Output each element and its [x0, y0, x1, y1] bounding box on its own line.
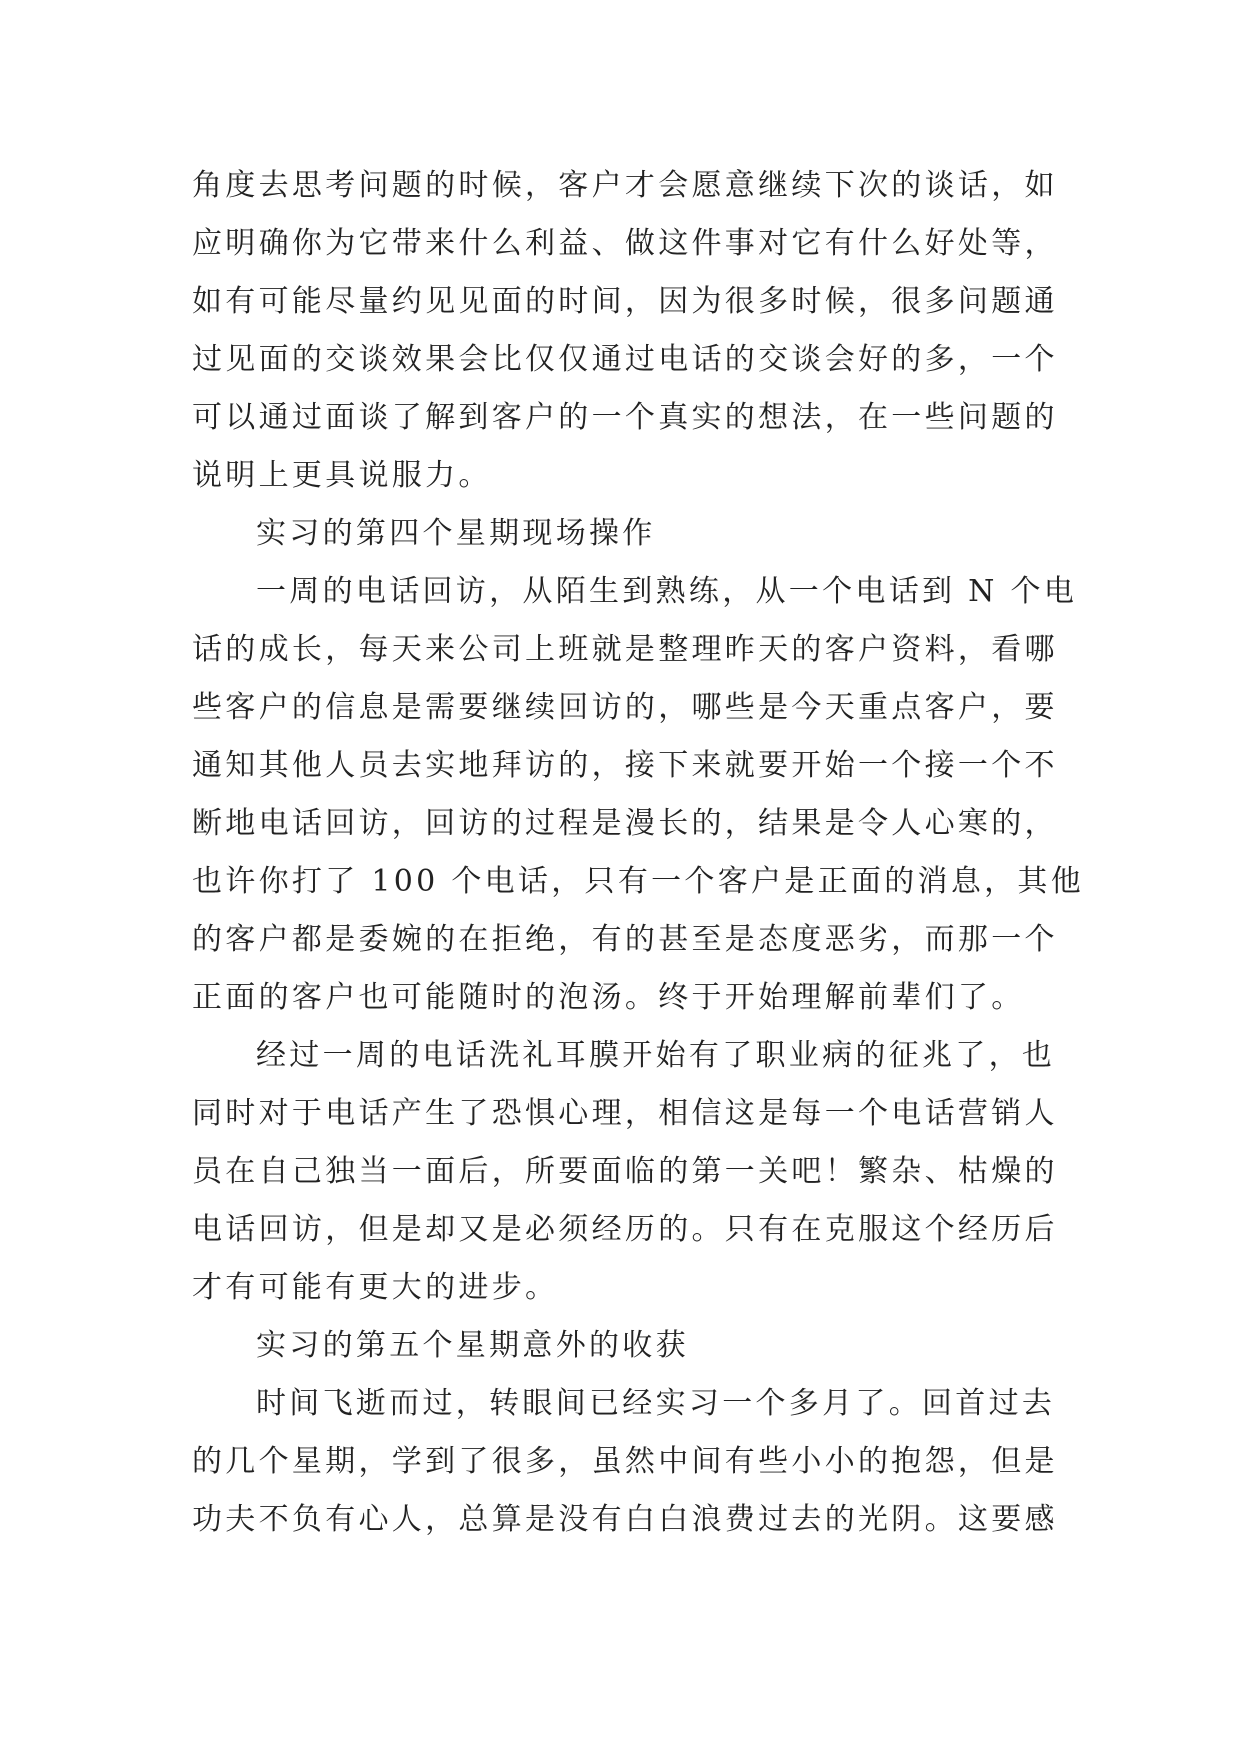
paragraph-line: 角度去思考问题的时候，客户才会愿意继续下次的谈话，如 [192, 168, 1058, 203]
paragraph-line: 些客户的信息是需要继续回访的，哪些是今天重点客户，要 [192, 690, 1058, 725]
section-heading: 实习的第五个星期意外的收获 [256, 1328, 689, 1363]
paragraph-line: 正面的客户也可能随时的泡汤。终于开始理解前辈们了。 [192, 980, 1025, 1015]
paragraph-line: 经过一周的电话洗礼耳膜开始有了职业病的征兆了，也 [256, 1038, 1056, 1073]
paragraph-line: 断地电话回访，回访的过程是漫长的，结果是令人心寒的， [192, 806, 1058, 841]
paragraph-line: 应明确你为它带来什么利益、做这件事对它有什么好处等， [192, 226, 1058, 261]
section-heading: 实习的第四个星期现场操作 [256, 516, 656, 551]
paragraph-line: 过见面的交谈效果会比仅仅通过电话的交谈会好的多，一个 [192, 342, 1058, 377]
paragraph-line: 同时对于电话产生了恐惧心理，相信这是每一个电话营销人 [192, 1096, 1058, 1131]
paragraph-line: 可以通过面谈了解到客户的一个真实的想法，在一些问题的 [192, 400, 1058, 435]
paragraph-line: 才有可能有更大的进步。 [192, 1270, 559, 1305]
paragraph-line: 员在自己独当一面后，所要面临的第一关吧！繁杂、枯燥的 [192, 1154, 1058, 1189]
paragraph-line: 功夫不负有心人，总算是没有白白浪费过去的光阴。这要感 [192, 1502, 1058, 1537]
paragraph-line: 也许你打了 100 个电话，只有一个客户是正面的消息，其他 [192, 864, 1085, 899]
paragraph-line: 的几个星期，学到了很多，虽然中间有些小小的抱怨，但是 [192, 1444, 1058, 1479]
paragraph-line: 通知其他人员去实地拜访的，接下来就要开始一个接一个不 [192, 748, 1058, 783]
paragraph-line: 一周的电话回访，从陌生到熟练，从一个电话到 N 个电 [256, 574, 1078, 609]
paragraph-line: 的客户都是委婉的在拒绝，有的甚至是态度恶劣，而那一个 [192, 922, 1058, 957]
paragraph-line: 如有可能尽量约见见面的时间，因为很多时候，很多问题通 [192, 284, 1058, 319]
paragraph-line: 时间飞逝而过，转眼间已经实习一个多月了。回首过去 [256, 1386, 1056, 1421]
paragraph-line: 说明上更具说服力。 [192, 458, 492, 493]
paragraph-line: 电话回访，但是却又是必须经历的。只有在克服这个经历后 [192, 1212, 1058, 1247]
paragraph-line: 话的成长，每天来公司上班就是整理昨天的客户资料，看哪 [192, 632, 1058, 667]
